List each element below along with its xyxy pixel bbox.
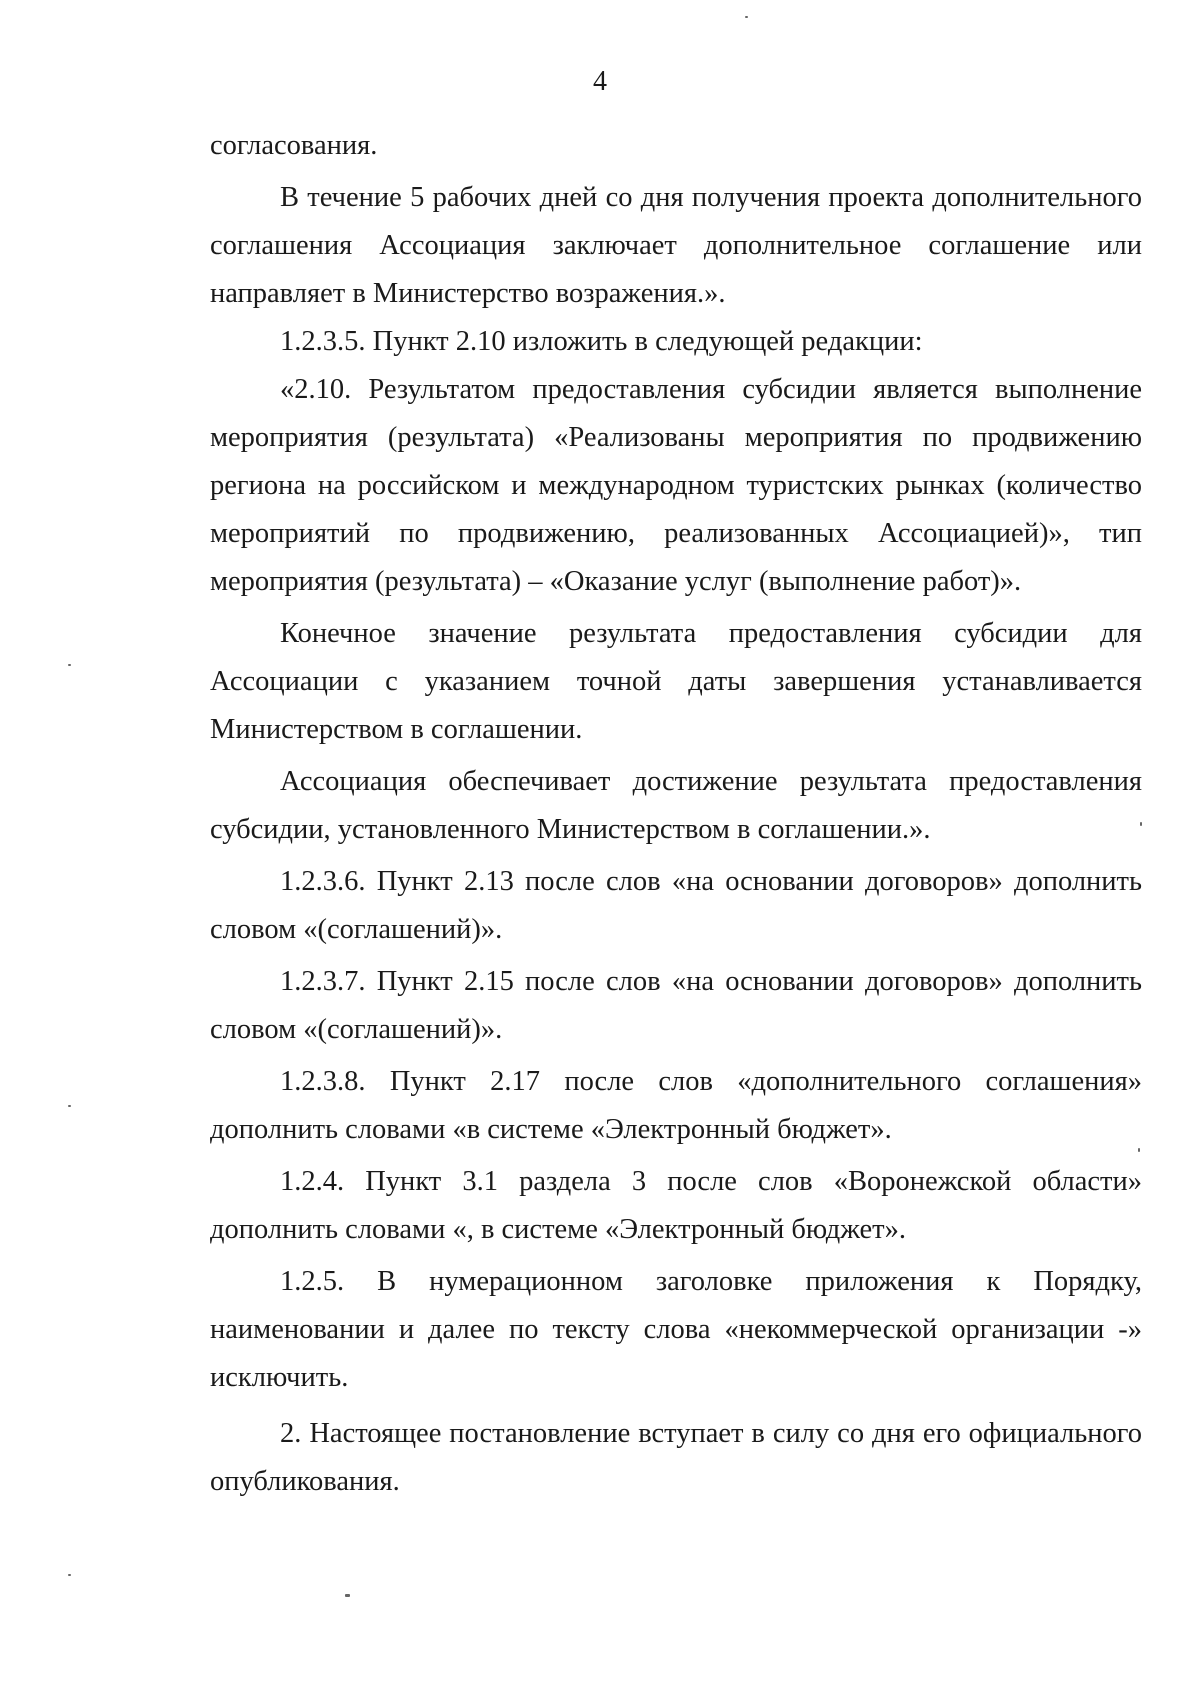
- paragraph-item-1-2-3-7: 1.2.3.7. Пункт 2.15 после слов «на основании договоров» дополнить словом «(соглашений)».: [210, 966, 1142, 1045]
- paragraph-item-1-2-5: 1.2.5. В нумерационном заголовке приложения к Порядку, наименовании и далее по тексту слова «некоммерческой организации -» исключить.: [210, 1266, 1142, 1393]
- document-body: [210, 122, 1142, 1506]
- paragraph-item-1-2-3-8: 1.2.3.8. Пункт 2.17 после слов «дополнительного соглашения» дополнить словами «в системе «Электронный бюджет».: [210, 1066, 1142, 1145]
- scan-speck: [68, 1105, 71, 1107]
- paragraph-item-1-2-4: 1.2.4. Пункт 3.1 раздела 3 после слов «Воронежской области» дополнить словами «, в системе «Электронный бюджет».: [210, 1166, 1142, 1245]
- paragraph-item-1-2-3-6: 1.2.3.6. Пункт 2.13 после слов «на основании договоров» дополнить словом «(соглашений)».: [210, 866, 1142, 945]
- scan-speck: [1140, 822, 1142, 826]
- scan-speck: [345, 1594, 350, 1597]
- paragraph-association-result: Ассоциация обеспечивает достижение результата предоставления субсидии, установленного Министерством в соглашении.».: [210, 766, 1142, 845]
- paragraph-final-value: Конечное значение результата предоставления субсидии для Ассоциации с указанием точной даты завершения устанавливается Министерством в соглашении.: [210, 618, 1142, 745]
- paragraph-continuation: согласования.: [210, 130, 378, 161]
- paragraph-agreement-term: В течение 5 рабочих дней со дня получения проекта дополнительного соглашения Ассоциация заключает дополнительное соглашение или направляет в Министерство возражения.».: [210, 182, 1142, 309]
- paragraph-item-2-10: «2.10. Результатом предоставления субсидии является выполнение мероприятия (результата) «Реализованы мероприятия по продвижению региона на российском и международном туристских рынках (количество мероприятий по продвижению, реализованных Ассоциацией)», тип мероприятия (результата) – «Оказание услуг (выполнение работ)».: [210, 374, 1142, 597]
- scan-speck: [745, 16, 748, 18]
- paragraph-effective-date: 2. Настоящее постановление вступает в силу со дня его официального опубликования.: [210, 1418, 1142, 1497]
- scan-speck: [68, 664, 71, 666]
- scan-speck: [1138, 1148, 1140, 1152]
- page-number: 4: [593, 66, 607, 97]
- paragraph-item-1-2-3-5: 1.2.3.5. Пункт 2.10 изложить в следующей редакции:: [280, 326, 923, 357]
- scan-speck: [68, 1574, 71, 1576]
